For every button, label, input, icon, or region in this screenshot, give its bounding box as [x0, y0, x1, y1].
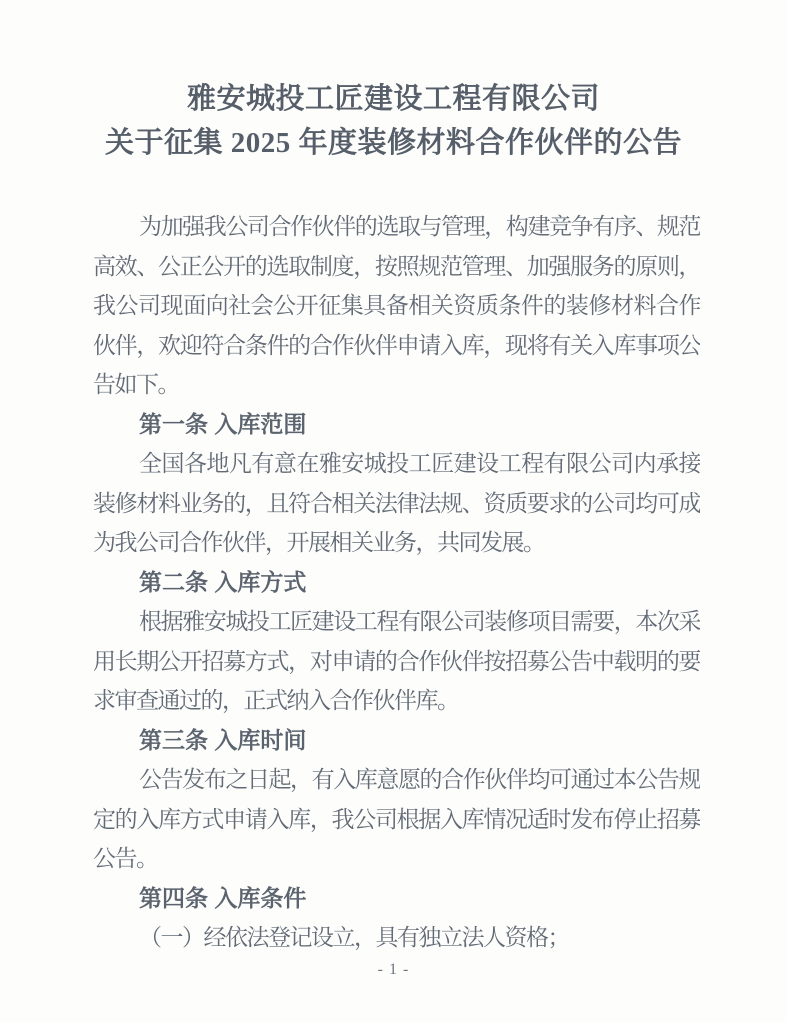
document-body — [93, 207, 700, 958]
section-1 — [93, 405, 700, 563]
section-2-line-1: 根据雅安城投工匠建设工程有限公司装修项目需要，本次采 — [139, 609, 700, 634]
section-1-line-2: 装修材料业务的，且符合相关法律法规、资质要求的公司均可成 — [93, 490, 700, 516]
intro-paragraph — [93, 207, 700, 405]
intro-line-3: 我公司现面向社会公开征集具备相关资质条件的装修材料合作 — [93, 293, 700, 318]
section-2-heading: 第二条 入库方式 — [139, 568, 307, 595]
document-title-line-2: 关于征集 2025 年度装修材料合作伙伴的公告 — [104, 127, 682, 159]
section-4-heading: 第四条 入库条件 — [139, 884, 307, 911]
section-1-heading: 第一条 入库范围 — [139, 410, 307, 437]
intro-line-5: 告如下。 — [93, 372, 179, 397]
section-3-line-2: 定的入库方式申请入库，我公司根据入库情况适时发布停止招募 — [93, 806, 700, 832]
section-4 — [93, 879, 700, 958]
intro-line-1: 为加强我公司合作伙伴的选取与管理，构建竞争有序、规范 — [139, 214, 700, 239]
section-3-line-3: 公告。 — [93, 846, 158, 871]
section-1-line-3: 为我公司合作伙伴，开展相关业务，共同发展。 — [93, 530, 545, 555]
section-1-line-1: 全国各地凡有意在雅安城投工匠建设工程有限公司内承接 — [139, 451, 700, 476]
section-4-line-1: （一）经依法登记设立，具有独立法人资格； — [139, 925, 569, 950]
section-3-heading: 第三条 入库时间 — [139, 726, 307, 753]
section-3-line-1: 公告发布之日起，有入库意愿的合作伙伴均可通过本公告规 — [139, 767, 700, 792]
intro-line-2: 高效、公正公开的选取制度，按照规范管理、加强服务的原则， — [93, 253, 700, 279]
document-title — [0, 77, 787, 165]
section-2-line-2: 用长期公开招募方式，对申请的合作伙伴按招募公告中载明的要 — [93, 648, 700, 674]
section-2-line-3: 求审查通过的，正式纳入合作伙伴库。 — [93, 688, 459, 713]
document-title-line-1: 雅安城投工匠建设工程有限公司 — [186, 83, 600, 115]
section-2 — [93, 563, 700, 721]
page-number: - 1 - — [377, 961, 410, 978]
intro-line-4: 伙伴，欢迎符合条件的合作伙伴申请入库，现将有关入库事项公 — [93, 332, 700, 358]
section-3 — [93, 721, 700, 879]
